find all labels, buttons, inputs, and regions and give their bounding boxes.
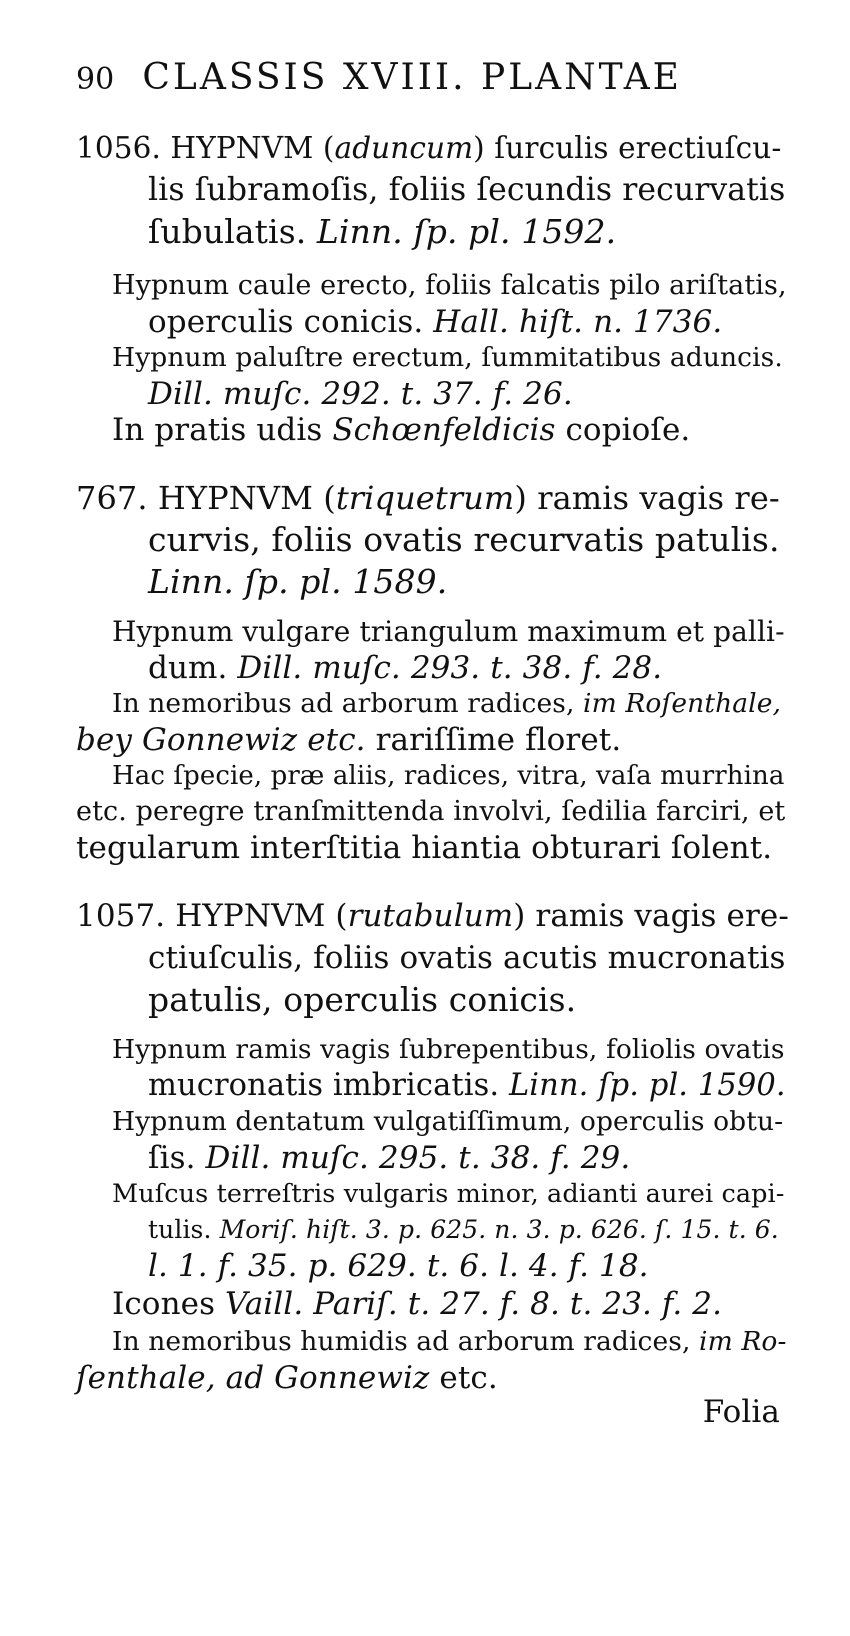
synonym-line: Hypnum ramis vagis ſubrepentibus, foliolis ovatis bbox=[112, 1034, 785, 1065]
note-line: tegularum interſtitia hiantia obturari ſolent. bbox=[76, 830, 773, 866]
entry-heading-line: 1057. HYPNVM (rutabulum) ramis vagis ere- bbox=[76, 898, 789, 934]
synonym-line: Dill. muſc. 292. t. 37. f. 26. bbox=[148, 376, 573, 412]
synonym-line: l. 1. f. 35. p. 629. t. 6. l. 4. f. 18. bbox=[148, 1248, 649, 1284]
habitat-line: bey Gonnewiz etc. rariſſime floret. bbox=[76, 722, 622, 758]
running-header bbox=[76, 57, 682, 98]
synonym-line: tulis. Moriſ. hiſt. 3. p. 625. n. 3. p. 626. ſ. 15. t. 6. bbox=[148, 1215, 779, 1244]
synonym-line: operculis conicis. Hall. hiſt. n. 1736. bbox=[148, 304, 723, 340]
entry-heading-line: 1056. HYPNVM (aduncum) ſurculis erectiuſcu- bbox=[76, 131, 782, 165]
synonym-line: mucronatis imbricatis. Linn. ſp. pl. 1590. bbox=[148, 1068, 786, 1103]
entry-text-line: lis ſubramoſis, foliis ſecundis recurvatis bbox=[148, 172, 786, 208]
synonym-line: dum. Dill. muſc. 293. t. 38. f. 28. bbox=[148, 650, 663, 686]
catchword: Folia bbox=[702, 1394, 780, 1430]
habitat-line: In nemoribus humidis ad arborum radices, im Ro- bbox=[112, 1326, 787, 1357]
habitat-line: In nemoribus ad arborum radices, im Roſenthale, bbox=[112, 688, 782, 719]
icones-line: Icones Vaill. Pariſ. t. 27. f. 8. t. 23. f. 2. bbox=[112, 1286, 723, 1322]
entry-text-line: curvis, foliis ovatis recurvatis patulis. bbox=[148, 520, 780, 559]
entry-text-line: ſubulatis. Linn. ſp. pl. 1592. bbox=[148, 212, 617, 251]
running-title: CLASSIS XVIII. PLANTAE bbox=[142, 57, 682, 98]
note-line: etc. peregre tranſmittenda involvi, ſedilia farciri, et bbox=[76, 796, 786, 827]
synonym-line: Hypnum paluſtre erectum, ſummitatibus aduncis. bbox=[112, 342, 783, 373]
entry-text-line: patulis, operculis conicis. bbox=[148, 980, 577, 1019]
page-number: 90 bbox=[76, 62, 115, 97]
entry-heading-line: 767. HYPNVM (triquetrum) ramis vagis re- bbox=[76, 479, 780, 517]
entry-text-line: Linn. ſp. pl. 1589. bbox=[148, 562, 448, 601]
synonym-line: Hypnum dentatum vulgatiſſimum, operculis obtu- bbox=[112, 1106, 784, 1137]
note-line: Hac ſpecie, præ aliis, radices, vitra, vaſa murrhina bbox=[112, 761, 785, 791]
synonym-line: Muſcus terreſtris vulgaris minor, adianti aurei capi- bbox=[112, 1179, 785, 1209]
habitat-line: In pratis udis Schœnfeldicis copioſe. bbox=[112, 412, 691, 448]
entry-text-line: ctiuſculis, foliis ovatis acutis mucronatis bbox=[148, 940, 786, 976]
synonym-line: ſis. Dill. muſc. 295. t. 38. f. 29. bbox=[148, 1140, 631, 1176]
habitat-line: ſenthale, ad Gonnewiz etc. bbox=[76, 1360, 498, 1396]
synonym-line: Hypnum vulgare triangulum maximum et palli- bbox=[112, 615, 785, 648]
synonym-line: Hypnum caule erecto, foliis falcatis pilo ariſtatis, bbox=[112, 270, 787, 301]
